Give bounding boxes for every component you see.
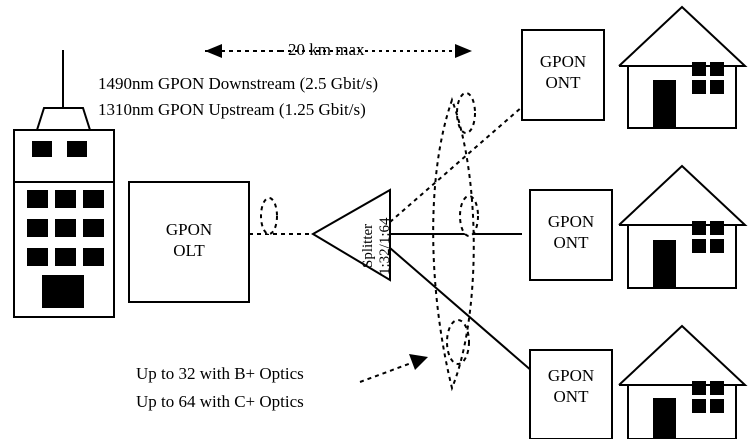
arrow-head-left	[205, 44, 222, 58]
house-2	[619, 166, 745, 288]
ont-2-label-line2: ONT	[553, 233, 589, 252]
ont-1-label-line2: ONT	[545, 73, 581, 92]
splitter-label-line2: 1:32/1:64	[377, 217, 393, 275]
house-3	[619, 326, 745, 439]
distance-label: 20 km max	[288, 40, 365, 59]
fiber-coil-middle	[460, 196, 478, 236]
ont-3-label-line2: ONT	[553, 387, 589, 406]
notes-arrow	[360, 354, 428, 382]
note-line-1: Up to 32 with B+ Optics	[136, 364, 304, 383]
ont-3-label-line1: GPON	[547, 366, 595, 385]
splitter-label-line1: Splitter	[360, 223, 376, 268]
ont-2-label-line1: GPON	[547, 212, 595, 231]
arrow-head-right	[455, 44, 472, 58]
house-1	[619, 7, 745, 128]
note-line-2: Up to 64 with C+ Optics	[136, 392, 304, 411]
ont-1-label-line1: GPON	[539, 52, 587, 71]
downstream-label: 1490nm GPON Downstream (2.5 Gbit/s)	[98, 74, 379, 93]
upstream-label: 1310nm GPON Upstream (1.25 Gbit/s)	[98, 100, 366, 119]
olt-label-line2: OLT	[173, 241, 205, 260]
fiber-coil-olt	[261, 198, 277, 234]
olt-label-line1: GPON	[165, 220, 213, 239]
